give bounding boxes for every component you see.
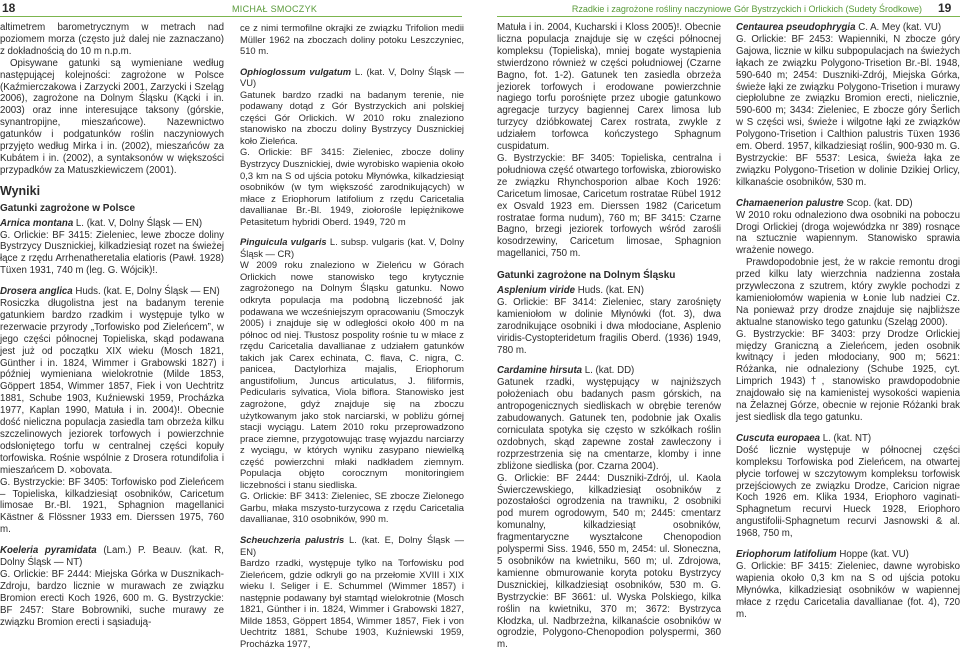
species-entry <box>736 549 960 561</box>
species-name: Ophioglossum vulgatum <box>240 65 352 77</box>
left-header-rule <box>0 16 462 17</box>
left-running-header: MICHAŁ SMOCZYK <box>232 4 318 14</box>
column-2 <box>240 22 464 649</box>
species-status: L. subsp. vulgaris (kat. V, Dolny Śląsk — CR) <box>240 236 465 259</box>
subsection-heading: Gatunki zagrożone w Polsce <box>0 202 136 214</box>
paragraph: G. Orlickie: BF 2444: Duszniki-Zdrój, ul. Kaola Świerczewskiego, kilkadziesiąt osobników z pozostałości ogrodzenia na trawniku, 2 osobniki pod murem ogrodowym, 540 m; 2445: cmentarz komunalny, kilkadziesiąt osobników, fragmentaryczne wyształcone Chenopodion polyspermi Siss. 1946, 550 m, 2454: ul. Słoneczna, 5 osobników na kwietniku, 560 m; ul. Zdrojowa, kamienne obmurowanie koryta potoku Bystrzycy Dusznickiej, kilkadziesiąt osobników, 530 m. G. Bystrzyckie: BF 3661: ul. Wyska Polskiego, kilka roślin na kwietniku, 370 m; 3672: Bystrzyca Kłodzka, ul. Nadbrzeżna, kilkanaście osobników w ogrodzie, Polygono-Chenopodion polyspermi, 360 m. <box>497 472 721 651</box>
right-page-number: 19 <box>938 1 952 15</box>
species-status: L. (kat. V, Dolny Śląsk — EN) <box>75 217 203 229</box>
right-running-header: Rzadkie i zagrożone rośliny naczyniowe Gór Bystrzyckich i Orlickich (Sudety Środkowe) <box>571 4 922 14</box>
subsection-heading: Gatunki zagrożone na Dolnym Śląsku <box>497 270 676 282</box>
paragraph: Matuła i in. 2004, Kucharski i Kloss 2005)!. Obecnie liczna populacja znajduje się w części północnej kompleksu (Topieliska), mniej bogate wystąpienia stwierdzono również w części południowej (Czarne Bagno, fot. 1-2). Gatunek ten zasiedla obrzeża jeziorek torfowych i erodowane powierzchnie nagiego torfu porośnięte przez ubogie gatunkowo agregacje turzycy bagiennej Carex limosa lub turzycy dzióbkowatej Carex rostrata, zwykle z udziałem torfowca kończystego Sphagnum cuspidatum. <box>497 22 721 153</box>
species-status: Huds. (kat. EN) <box>577 285 644 297</box>
species-status: L. (kat. NT) <box>822 432 872 444</box>
species-name: Koeleria pyramidata <box>0 545 97 557</box>
species-entry <box>240 66 464 89</box>
paragraph: altimetrem barometrycznym w metrach nad poziomem morza (często już dalej nie zaznaczano) z dokładnością do 10 m n.p.m. <box>0 22 224 57</box>
paragraph: G. Bystrzyckie: BF 3405: Topieliska, centralna i południowa część otwartego torfowiska, zbiorowisko ze związku Rhynchosporion albae Koch 1926: Caricetum limosae, Caricetum rostratae Rübel 1912 ex Osvald 1923 em. Dierssen 1982 (Caricetum rostratae forma nudum), 760 m; BF 3415: Czarne Bagno, brzegi jeziorek torfowych wśród zarośli kosodrzewiny, Caricetum limosae, Sphagnion magellanici, 750 m. <box>497 152 721 260</box>
species-name: Centaurea pseudophrygia <box>736 22 856 33</box>
paragraph: Rosiczka długolistna jest na badanym terenie gatunkiem bardzo rzadkim i występuje tylko w rezerwacie przyrody „Torfowisko pod Zieleńcem”, w jego części północnej Topieliska, skąd podawana jest już od początku XIX wieku (Mosch 1821, Günther i in. 1824, Wimmer i Grabowski 1827) i później wymieniana wielokrotnie (Milde 1853, Göppert 1854, Wimmer 1857, Fiek i von Uechtritz 1881, Schube 1903, Kuźniewski 1959, Procházka 1977, Kaplan 1990, Matuła i in. 2004)!. Obecnie dość nieliczna populacja zasiedla tam obrzeża kilku szczelinowych jeziorek torfowych i powierzchnie odsłoniętego torfu w centralnej części kopuły torfowiska. Rośnie wspólnie z Drosera rotundifolia i mieszańcem D. ×obovata. <box>0 298 224 476</box>
species-status: L. (kat. DD) <box>584 365 635 377</box>
paragraph: G. Orlickie: BF 3415: Zieleniec, dawne wyrobisko wapienia około 0,3 km na S od ujścia potoku Młynówka, kilkadziesiąt osobników w wapiennej młace z rzędu Caricetalia davallianae (fot. 4), 720 m. <box>736 560 960 620</box>
section-heading: Wyniki <box>0 183 41 198</box>
species-entry <box>0 545 224 569</box>
paragraph: ce z nimi termofilne okrajki ze związku Trifolion medii Müller 1962 na zboczach doliny potoku Leszczyniec, 510 m. <box>240 22 464 57</box>
paragraph: Dość licznie występuje w północnej części kompleksu Torfowiska pod Zieleńcem, na otwartej płycie torfowej w szczytowym kompleksu torfowisk przejściowych ze związku Drodze, Caricion nigrae Koch 1926 em. Klika 1934, Eriophoro vaginati-Sphagnetum recurvi Hueck 1928, Eriophoro angustifolii-Sphagnetum recurvi Jasnowski & al. 1968, 750 m, <box>736 444 960 540</box>
species-entry <box>0 218 224 230</box>
paragraph: Gatunek rzadki, występujący w najniższych położeniach obu badanych pasm górskich, na antropogenicznych siedliskach w obrębie terenów zabudowanych. Gatunek ten, podobnie jak Oxalis corniculata spotyka się często w szkółkach roślin ozdobnych, skąd zapewne został zawleczony i rozprzestrzenia się na cmentarze, klomby i inne zbliżone siedliska (por. Czarna 2004). <box>497 377 721 472</box>
species-name: Asplenium viride <box>497 285 576 297</box>
species-status: L. (kat. V, Dolny Śląsk — VU) <box>240 65 465 89</box>
species-status: (Lam.) P. Beauv. (kat. R, Dolny Śląsk — NT) <box>0 545 224 569</box>
species-entry <box>736 433 960 445</box>
paragraph: G. Orlickie: BF 3413: Zieleniec, SE zbocze Zielonego Garbu, młaka mszysto-turzycowa z rzędu Caricetalia davallianae, 310 osobników, 990 m. <box>240 490 464 525</box>
species-entry <box>497 285 721 297</box>
species-name: Cuscuta europaea <box>736 432 820 444</box>
left-page-number: 18 <box>2 1 16 15</box>
species-status: Scop. (kat. DD) <box>846 197 913 209</box>
paragraph: G. Orlickie: BF 3415: Zieleniec, zbocze doliny Bystrzycy Dusznickiej, dwie wyrobisko wapienia około 0,3 km na S od ujścia potoku Młynówka, kilkadziesiąt osobników (w tym większość zarodnikujących) w młace z Eriophorum latifolium z rzędu Caricetalia davallianae Br.-Bl. 1949, ziołorośle lepiężnikowe Petasitetum hybridi Oberd. 1949, 720 m <box>240 146 464 227</box>
species-name: Arnica montana <box>0 217 74 229</box>
species-entry <box>497 365 721 377</box>
paragraph: G. Orlickie: BF 2444: Miejska Górka w Dusznikach-Zdroju, bardzo licznie w murawach ze związku Bromion erecti Koch 1926, 600 m. G. Bystrzyckie: BF 2457: Stare Bobrowniki, suche murawy ze związku Bromion erecti i sąsiadują- <box>0 568 224 628</box>
column-1 <box>0 22 224 629</box>
species-name: Eriophorum latifolium <box>736 549 837 561</box>
paragraph: W 2009 roku znaleziono w Zieleńcu w Górach Orlickich nowe stanowisko tego krytycznie zagrożonego na Dolnym Śląsku gatunku. Nowo odkryta populacja ma podobną liczebność jak podawana we wcześniejszym opracowaniu (Smoczyk 2005) i znajduje się w odległości około 400 m na północ od niej. Tłustosz pospolity rośnie tu w młace z rzędu Caricetalia davallianae z udziałem gatunków takich jak Carex echinata, C. flava, C. nigra, C. panicea, Dactylorhiza majalis, Eriophorum angustifolium, Juncus articulatus, J. filiformis, Pedicularis sylvatica, Viola biflora. Stanowisko jest zagrożone, gdyż znajduje się na zboczu użytkowanym jako stok narciarski, w pobliżu górnej stacji wyciągu. Latem 2010 roku przeprowadzono prace ziemne, przygotowując trasę wyjazdu narciarzy z wyciągu, w których wyniku zasypano niewielką część powierzchni młaki nadkładem ziemnym. Populacja objęto corocznym monitoringiem liczebności i stanu siedliska. <box>240 259 464 490</box>
species-name: Scheuchzeria palustris <box>240 533 345 545</box>
species-name: Cardamine hirsuta <box>497 365 583 377</box>
paragraph: W 2010 roku odnaleziono dwa osobniki na poboczu Drogi Orlickiej (droga wojewódzka nr 389) rosnące na sztucznie wapiennym. Stanowisko sprawia wrażenie nowego. <box>736 209 960 257</box>
paragraph: Opisywane gatunki są wymieniane według następującej kolejności: zagrożone w Polsce (Kaźmierczakowa i Zarzycki 2001, Zarzycki i Szeląg 2006), zagrożone na Dolnym Śląsku (Kącki i in. 2003) oraz inne interesujące taksony (górskie, synantropijne, mieszańcowe). Nazewnictwo gatunków i podgatunków roślin naczyniowych przyjęto według Mirka i in. (2002), mieszańców za Kubátem i in. (2002), a syntaksonów w większości przypadków za Matuszkiewiczem (2001). <box>0 57 224 176</box>
species-entry <box>240 236 464 259</box>
species-status: C. A. Mey (kat. VU) <box>858 22 942 33</box>
column-3 <box>497 22 721 651</box>
species-entry <box>736 22 960 34</box>
column-4 <box>736 22 960 621</box>
species-entry <box>736 198 960 210</box>
paragraph: G. Orlickie: BF 3414: Zieleniec, stary zarośnięty kamieniołom w dolinie Młynówki (fot. 3), dwa zarodnikujące osobniki i dwa młodociane, Asplenio viridis-Cystopteridetum fragilis Oberd. (1936) 1949, 780 m. <box>497 296 721 356</box>
paragraph: Gatunek bardzo rzadki na badanym terenie, nie podawany dotąd z Gór Bystrzyckich ani polskiej części Gór Orlickich. W 2010 roku znaleziono stanowisko na zboczu doliny Bystrzycy Dusznickiej koło Zieleńca. <box>240 88 464 146</box>
paragraph: Bardzo rzadki, występuje tylko na Torfowisku pod Zieleńcem, gdzie odkryli go na przełomie XVIII i XIX wieku I. Seliger i E. Schummel (Wimmer 1857) i następnie podawany był stamtąd wielokrotnie (Mosch 1821, Günther i in. 1824, Wimmer i Grabowski 1827, Milde 1853, Göppert 1854, Wimmer 1857, Fiek i von Uechtritz 1881, Schube 1903, Kuźniewski 1959, Procházka 1977, <box>240 557 464 649</box>
species-entry <box>0 286 224 298</box>
species-status: L. (kat. E, Dolny Śląsk — EN) <box>240 533 465 557</box>
paragraph: G. Orlickie: BF 2453: Wapienniki, N zbocze góry Gajowa, licznie w kilku subpopulacjach na świeżych łąkach ze związku Polygono-Trisetion Br.-Bl. 1948, 590-640 m; 2454: Duszniki-Zdrój, Miejska Górka, świeże łąki ze związku Polygono-Trisetion i murawy ciepłolubne ze związku Bromion erecti, nielicznie, 590-600 m; 3434: Zieleniec, E zbocze góry Šerlich w S części wsi, świeże i wilgotne łąki ze związków Polygono-Trisetion i Calthion palustris Tüxen 1936 em. Oberd. 1957, kilkadziesiąt roślin, 900-930 m. G. Bystrzyckie: BF 5537: Lesica, świeża łąka ze związku Polygono-Trisetion w dolinie Dzikiej Orlicy, kilkanaście osobników, 530 m. <box>736 33 960 188</box>
species-name: Pinguicula vulgaris <box>240 236 327 248</box>
paragraph: Prawdopodobnie jest, że w rakcie remontu drogi przed kilku laty wierzchnia nadzienna została przywleczona z szutrem, który zwykle pochodzi z kamieniołomów wapienia w Łonie lub nadziei Cz. Na ponieważ przy drodze znajduje się najbliższe aktualne stanowisko tego gatunku (Szeląg 2000). <box>736 257 960 328</box>
paragraph: G. Bystrzyckie: BF 3405: Torfowisko pod Zieleńcem – Topieliska, kilkadziesiąt osobników, Caricetum limosae Br.-Bl. 1921, Sphagnion magellanici Kästner & Flössner 1933 em. Dierssen 1975, 760 m. <box>0 476 224 536</box>
paragraph: G. Bystrzyckie: BF 3403: przy Drodze Orlickiej między Graniczną a Zieleńcem, jeden osobnik kwitnący i jeden młodociany, 900 m; 5621: Różanka, nie odnaleziony (Schube 1925, cyt. Limprich 1943)†, stanowisko prawdopodobnie znajdowało się na kamienistej wysokości wapienia na Żelaznej Górze, obecnie w rejonie Różanki brak jest siedlisk dla tego gatunku. <box>736 328 960 423</box>
species-status: Hoppe (kat. VU) <box>839 549 909 561</box>
species-name: Drosera anglica <box>0 286 73 298</box>
species-status: Huds. (kat. E, Dolny Śląsk — EN) <box>75 286 220 298</box>
species-entry <box>240 534 464 557</box>
paragraph: G. Orlickie: BF 3415: Zieleniec, lewe zbocze doliny Bystrzycy Dusznickiej, kilkadziesiąt rozet na świeżej łące z rzędu Arrhenatheretalia elatioris (Pawł. 1928) Tüxen 1931, 740 m (leg. G. Wójcik)!. <box>0 229 224 277</box>
species-name: Chamaenerion palustre <box>736 197 844 209</box>
right-header-rule <box>497 16 960 17</box>
